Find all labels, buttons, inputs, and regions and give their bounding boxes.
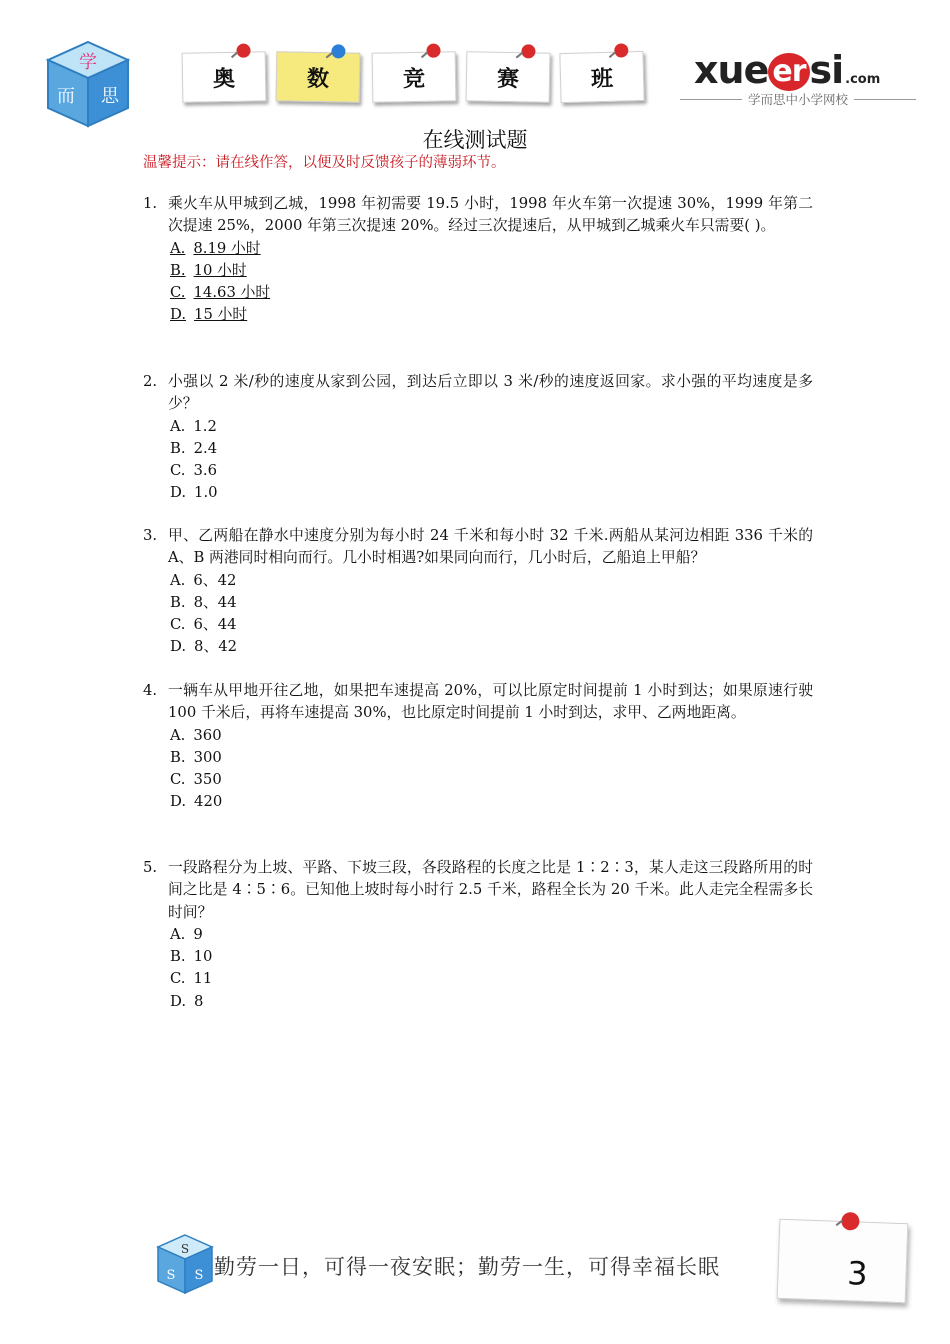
option-a[interactable] [170, 725, 230, 747]
option-text: 14.63 小时 [193, 284, 271, 302]
logo-cube [44, 38, 132, 130]
option-letter: A. [170, 925, 186, 943]
page-number: 3 [846, 1254, 869, 1293]
brand-post: si [809, 48, 844, 92]
divider [680, 99, 742, 100]
option-letter: C. [170, 462, 186, 480]
option-text: 300 [193, 748, 222, 766]
question-text: 甲、乙两船在静水中速度分别为每小时 24 千米和每小时 32 千米.两船从某河边相距 336 千米的 A、B 两港同时相向而行。几小时相遇?如果同向而行，几小时后，乙船追上甲船？ [168, 527, 813, 567]
logo-char-top: 学 [79, 52, 97, 73]
option-letter: D. [170, 793, 187, 811]
question-stem [143, 193, 813, 238]
option-a[interactable] [170, 924, 211, 946]
option-letter: A. [170, 239, 186, 257]
pushpin-icon [521, 44, 535, 58]
question-stem [143, 371, 813, 416]
footer-motto: 勤劳一日，可得一夜安眠；勤劳一生，可得幸福长眠 [214, 1255, 720, 1279]
footer-cube-letter-right: S [194, 1268, 204, 1283]
option-text: 10 小时 [193, 261, 247, 279]
question-text: 乘火车从甲城到乙城，1998 年初需要 19.5 小时，1998 年火车第一次提速 30%，1999 年第二次提速 25%，2000 年第三次提速 20%。经过三次提速后，从甲城到乙城乘火车只需要( )。 [168, 195, 813, 235]
option-text: 8、42 [194, 638, 238, 656]
question-1 [143, 193, 813, 327]
option-letter: B. [170, 261, 186, 279]
option-letter: A. [170, 726, 186, 744]
option-b[interactable] [170, 592, 245, 614]
banner-note-text: 竞 [402, 66, 426, 92]
tagline-text: 学而思中小学网校 [748, 92, 849, 107]
pushpin-icon [841, 1212, 860, 1231]
question-stem [143, 680, 813, 725]
question-3 [143, 525, 813, 659]
option-letter: B. [170, 439, 186, 457]
option-list [143, 725, 813, 814]
option-a[interactable] [170, 570, 244, 592]
option-text: 360 [193, 726, 222, 744]
question-number: 1. [143, 195, 158, 212]
option-c[interactable] [170, 968, 220, 990]
option-text: 1.0 [194, 484, 218, 502]
brand-logo [694, 48, 880, 92]
option-letter: C. [170, 616, 186, 634]
option-letter: D. [170, 992, 187, 1010]
option-text: 8 [194, 992, 204, 1010]
option-text: 8、44 [193, 593, 237, 611]
option-c[interactable] [170, 769, 230, 791]
question-text: 一段路程分为上坡、平路、下坡三段，各段路程的长度之比是 1∶2∶3，某人走这三段路所用的时间之比是 4∶5∶6。已知他上坡时每小时行 2.5 千米，路程全长为 20 千米。此人走完全程需多长时间？ [168, 859, 813, 921]
option-c[interactable] [170, 460, 225, 482]
footer-cube-letter-left: S [166, 1268, 176, 1283]
banner-note-text: 数 [306, 66, 330, 92]
banner-note-3 [372, 51, 457, 102]
question-number: 5. [143, 859, 158, 876]
option-text: 11 [193, 970, 213, 988]
brand-er-badge: er [768, 53, 809, 91]
brand-pre: xue [694, 48, 769, 92]
brand-tagline [680, 90, 916, 108]
option-a[interactable] [170, 416, 225, 438]
option-text: 8.19 小时 [193, 239, 261, 257]
question-stem [143, 857, 813, 924]
option-b[interactable] [170, 747, 230, 769]
banner-note-4 [466, 51, 551, 102]
option-letter: D. [170, 638, 187, 656]
question-stem [143, 525, 813, 570]
question-text: 一辆车从甲地开往乙地，如果把车速提高 20%，可以比原定时间提前 1 小时到达；如果原速行驶 100 千米后，再将车速提高 30%，也比原定时间提前 1 小时到达，求甲、乙两地距离。 [168, 682, 813, 722]
banner-note-2 [276, 51, 361, 102]
option-text: 9 [193, 925, 203, 943]
option-letter: B. [170, 748, 186, 766]
option-letter: D. [170, 306, 187, 324]
option-text: 2.4 [193, 439, 218, 457]
option-letter: C. [170, 771, 186, 789]
option-text: 6、42 [193, 571, 237, 589]
pushpin-icon [331, 44, 345, 58]
page-number-card [777, 1219, 909, 1303]
footer-logo-cube [155, 1232, 215, 1296]
pushpin-icon [426, 44, 440, 58]
banner-note-text: 奥 [212, 66, 236, 92]
option-b[interactable] [170, 438, 225, 460]
notice-text: 温馨提示：请在线作答，以便及时反馈孩子的薄弱环节。 [143, 155, 506, 171]
option-list [143, 238, 813, 327]
question-4 [143, 680, 813, 814]
option-letter: A. [170, 571, 186, 589]
logo-char-right: 思 [101, 86, 119, 107]
option-text: 6、44 [193, 616, 237, 634]
pushpin-icon [614, 43, 628, 57]
question-2 [143, 371, 813, 505]
option-list [143, 416, 813, 505]
option-d[interactable] [170, 482, 226, 504]
option-letter: A. [170, 417, 186, 435]
question-number: 3. [143, 527, 158, 544]
option-letter: C. [170, 284, 186, 302]
question-number: 2. [143, 373, 158, 390]
option-list [143, 570, 813, 659]
option-text: 15 小时 [194, 306, 248, 324]
option-text: 3.6 [193, 462, 218, 480]
option-text: 350 [193, 771, 222, 789]
option-c[interactable] [170, 282, 278, 304]
option-d[interactable] [170, 304, 255, 326]
banner-note-5 [559, 51, 644, 103]
banner-note-1 [182, 51, 267, 102]
banner-note-text: 班 [590, 66, 614, 92]
option-d[interactable] [170, 636, 245, 658]
logo-char-left: 而 [57, 86, 75, 107]
page-title: 在线测试题 [422, 128, 528, 152]
option-c[interactable] [170, 614, 245, 636]
divider [854, 99, 916, 100]
question-number: 4. [143, 682, 158, 699]
option-a[interactable] [170, 238, 269, 260]
option-letter: D. [170, 484, 187, 502]
option-d[interactable] [170, 991, 211, 1013]
question-text: 小强以 2 米/秒的速度从家到公园，到达后立即以 3 米/秒的速度返回家。求小强的平均速度是多少？ [168, 373, 813, 413]
option-d[interactable] [170, 791, 230, 813]
option-letter: C. [170, 970, 186, 988]
option-text: 10 [193, 948, 213, 966]
option-letter: B. [170, 948, 186, 966]
option-list [143, 924, 813, 1013]
pushpin-icon [236, 44, 250, 58]
option-b[interactable] [170, 946, 220, 968]
brand-suffix: .com [845, 72, 881, 87]
banner-note-text: 赛 [496, 66, 520, 92]
option-text: 420 [194, 793, 223, 811]
option-letter: B. [170, 593, 186, 611]
footer-cube-letter-top: S [180, 1242, 190, 1256]
question-5 [143, 857, 813, 1013]
option-text: 1.2 [193, 417, 217, 435]
option-b[interactable] [170, 260, 255, 282]
